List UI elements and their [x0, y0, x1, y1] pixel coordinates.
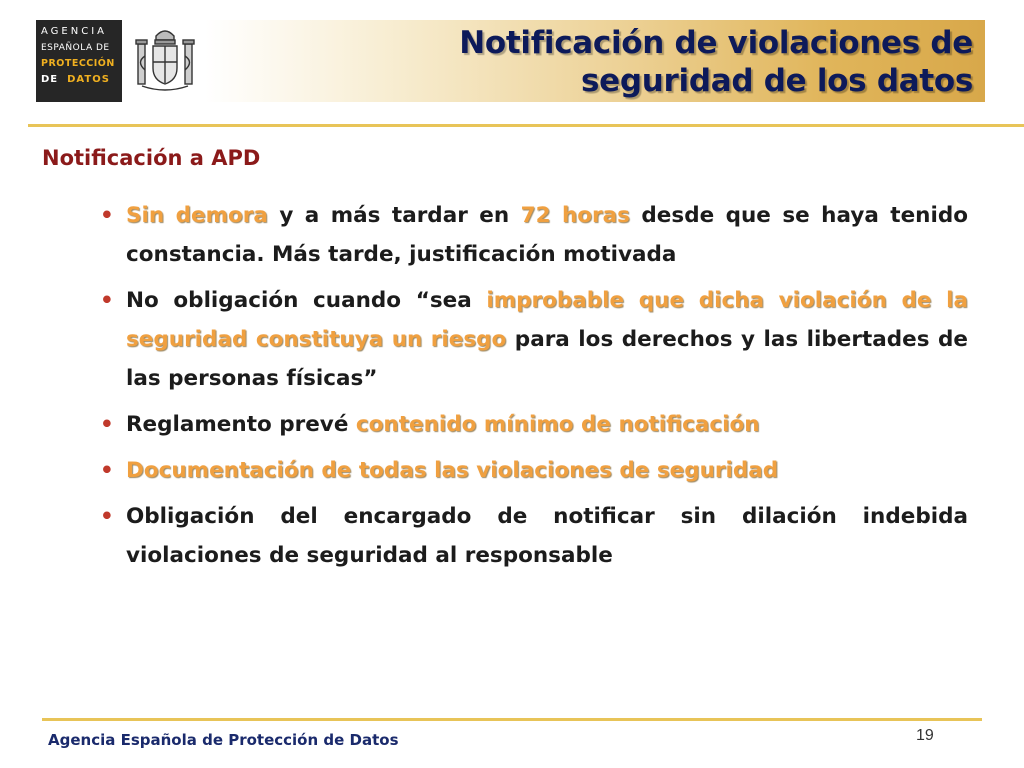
logo-line-1: AGENCIA	[41, 26, 107, 37]
bullet-text: y a más tardar en	[267, 203, 521, 228]
bullet-item	[100, 281, 968, 398]
bullet-marker: •	[100, 412, 114, 437]
highlighted-text: Documentación de todas las violaciones de seguridad	[126, 458, 779, 483]
bullet-item	[100, 451, 968, 490]
bullet-text: No obligación cuando “sea	[126, 288, 487, 313]
bullet-marker: •	[100, 203, 114, 228]
section-subtitle: Notificación a APD	[42, 146, 261, 170]
bullet-marker: •	[100, 458, 114, 483]
top-divider	[28, 124, 1024, 127]
logo-line-3: PROTECCIÓN	[41, 58, 115, 69]
logo-line-2: ESPAÑOLA DE	[41, 43, 110, 53]
bullet-text: Reglamento prevé	[126, 412, 356, 437]
footer-agency-name: Agencia Española de Protección de Datos	[48, 731, 399, 749]
bullet-item	[100, 497, 968, 575]
logo-line-4	[41, 72, 118, 88]
bullet-marker: •	[100, 504, 114, 529]
slide-title: Notificación de violaciones de seguridad de los datos	[459, 25, 973, 99]
logo-line-4-de: DE	[41, 74, 59, 85]
highlighted-text: 72 horas	[520, 203, 630, 228]
bottom-divider	[42, 718, 982, 721]
coat-of-arms-icon	[130, 22, 200, 100]
highlighted-text: improbable que dicha violación de la seguridad constituya un riesgo	[126, 288, 968, 352]
title-band	[205, 20, 985, 102]
agency-logo	[36, 20, 122, 102]
highlighted-text: Sin demora	[126, 203, 268, 228]
bullet-text: para los derechos y las libertades de las personas físicas”	[126, 327, 968, 391]
bullet-marker: •	[100, 288, 114, 313]
bullet-list	[100, 196, 968, 582]
bullet-text: desde que se haya tenido constancia. Más tarde, justificación motivada	[126, 203, 969, 267]
logo-line-4-datos: DATOS	[67, 74, 110, 85]
bullet-text: Obligación del encargado de notificar sin dilación indebida violaciones de seguridad al responsable	[126, 504, 968, 568]
bullet-item	[100, 196, 968, 274]
bullet-item	[100, 405, 968, 444]
page-number: 19	[916, 727, 934, 744]
highlighted-text: contenido mínimo de notificación	[355, 412, 760, 437]
